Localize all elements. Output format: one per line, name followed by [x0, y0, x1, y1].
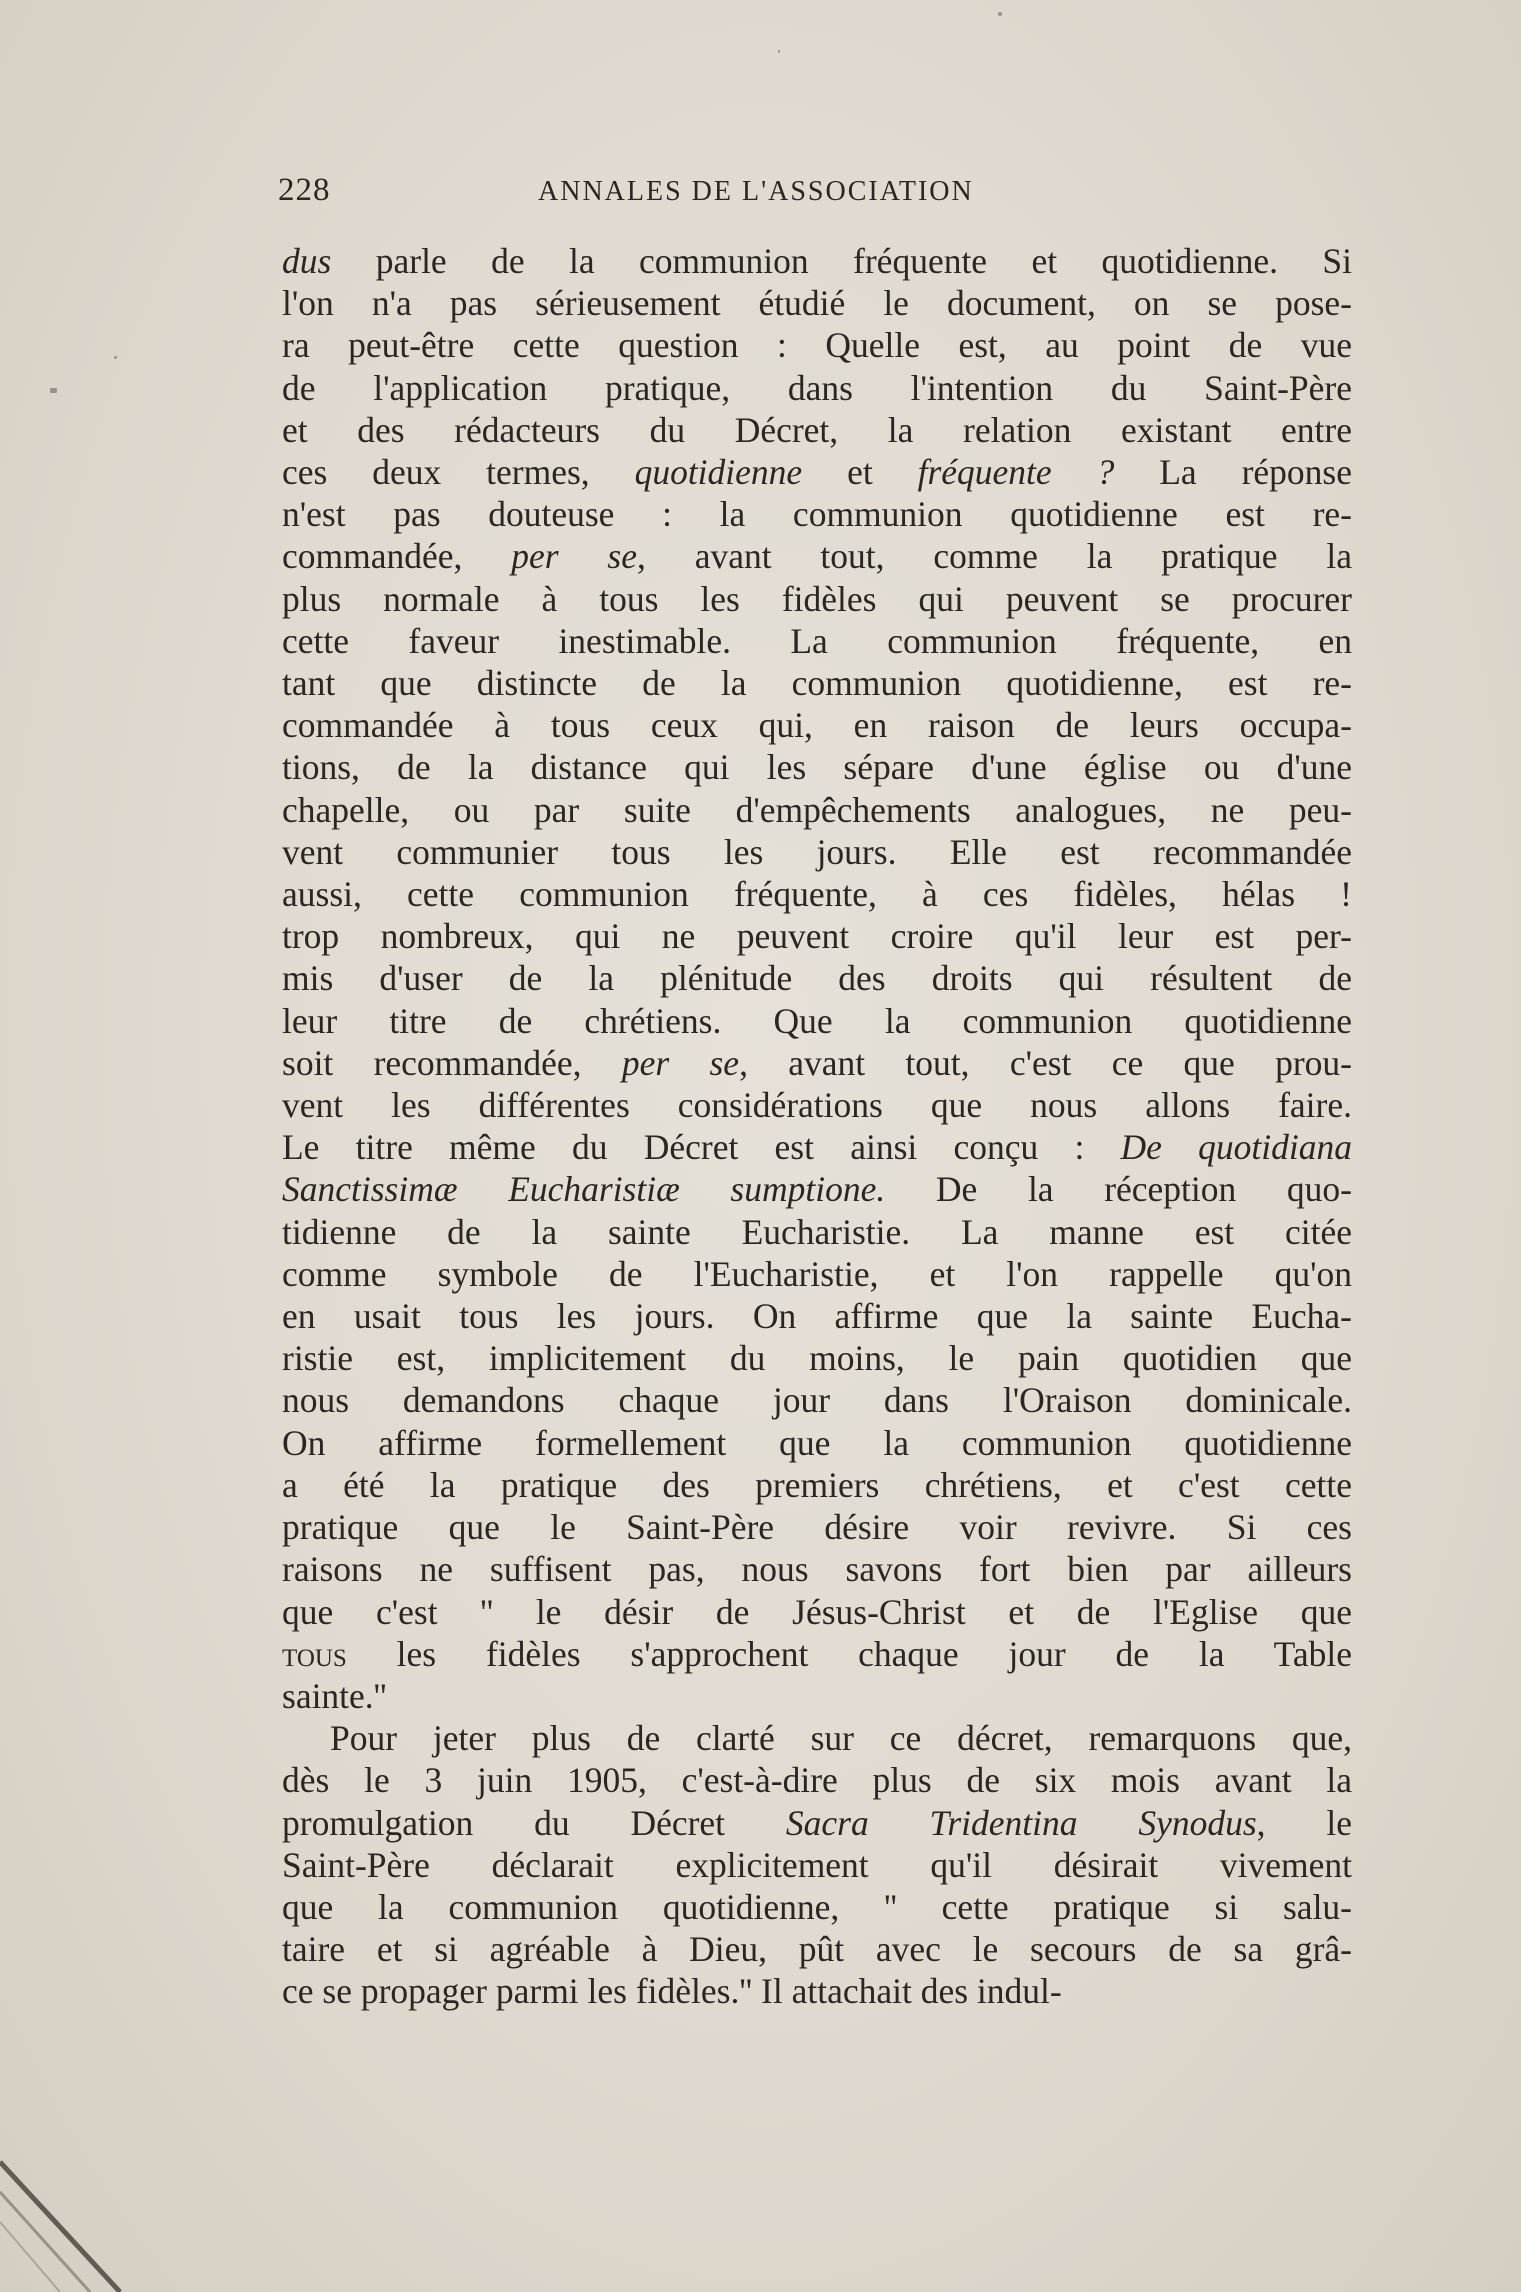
- text-line: [282, 1042, 1352, 1084]
- text-run: aussi, cette communion fréquente, à ces fidèles, hélas !: [282, 874, 1352, 915]
- text-line: [282, 1084, 1352, 1126]
- text-line: [282, 1379, 1352, 1421]
- italic-text: De quotidiana: [1120, 1127, 1352, 1168]
- text-line: [282, 746, 1352, 788]
- text-run: leur titre de chrétiens. Que la communion quotidienne: [282, 1000, 1352, 1041]
- text-run: que c'est '' le désir de Jésus-Christ et de l'Eglise que: [282, 1591, 1352, 1632]
- italic-text: quotidienne: [634, 452, 803, 493]
- text-run: , avant tout, c'est ce que prou-: [739, 1042, 1352, 1083]
- text-line: [282, 1506, 1352, 1548]
- text-line: [282, 240, 1352, 282]
- text-line: [282, 1675, 1352, 1717]
- text-run: Le titre même du Décret est ainsi conçu :: [282, 1127, 1121, 1168]
- text-run: dès le 3 juin 1905, c'est-à-dire plus de six mois avant la: [282, 1760, 1352, 1801]
- text-line: [282, 324, 1352, 366]
- paragraph: [282, 1717, 1352, 2012]
- text-line: [282, 662, 1352, 704]
- text-run: ristie est, implicitement du moins, le pain quotidien que: [282, 1338, 1352, 1379]
- text-run: Pour jeter plus de clarté sur ce décret, remarquons que,: [330, 1718, 1352, 1759]
- text-line: [282, 1844, 1352, 1886]
- text-run: commandée à tous ceux qui, en raison de leurs occupa-: [282, 705, 1352, 746]
- text-run: tidienne de la sainte Eucharistie. La manne est citée: [282, 1211, 1352, 1252]
- text-line: [282, 1633, 1352, 1675]
- text-run: ce se propager parmi les fidèles.'' Il attachait des indul-: [282, 1971, 1062, 2012]
- text-run: promulgation du Décret: [282, 1802, 786, 1843]
- text-run: l'on n'a pas sérieusement étudié le document, on se pose-: [282, 283, 1352, 324]
- paper-speck: [114, 356, 117, 359]
- italic-text: Sanctissimæ Eucharistiæ sumptione.: [282, 1169, 886, 1210]
- text-run: taire et si agréable à Dieu, pût avec le secours de sa grâ-: [282, 1929, 1352, 1970]
- text-line: [282, 1548, 1352, 1590]
- text-run: De la réception quo-: [885, 1169, 1352, 1210]
- text-line: [282, 1295, 1352, 1337]
- text-line: [282, 1970, 1352, 2012]
- text-run: vent communier tous les jours. Elle est recommandée: [282, 831, 1352, 872]
- text-line: [282, 367, 1352, 409]
- text-line: [282, 789, 1352, 831]
- italic-text: dus: [282, 241, 332, 281]
- italic-text: Sacra Tridentina Synodus: [785, 1802, 1257, 1843]
- text-run: n'est pas douteuse : la communion quotidienne est re-: [282, 494, 1352, 535]
- text-line: [282, 1422, 1352, 1464]
- text-run: , le: [1256, 1802, 1353, 1843]
- text-run: raisons ne suffisent pas, nous savons fort bien par ailleurs: [282, 1549, 1352, 1590]
- text-run: et des rédacteurs du Décret, la relation existant entre: [282, 409, 1352, 450]
- italic-text: per se: [621, 1042, 740, 1083]
- text-run: les fidèles s'approchent chaque jour de la Table: [346, 1633, 1352, 1674]
- text-line: [282, 1337, 1352, 1379]
- page-number: 228: [278, 172, 331, 208]
- text-run: On affirme formellement que la communion quotidienne: [282, 1422, 1352, 1463]
- small-caps-text: tous: [282, 1633, 347, 1674]
- text-run: ces deux termes,: [282, 452, 635, 493]
- italic-text: per se: [511, 536, 637, 577]
- text-run: La réponse: [1114, 452, 1353, 493]
- margin-mark: [50, 388, 57, 393]
- text-line: [282, 493, 1352, 535]
- text-line: [282, 1253, 1352, 1295]
- text-run: Saint-Père déclarait explicitement qu'il désirait vivement: [282, 1844, 1352, 1885]
- text-run: mis d'user de la plénitude des droits qui résultent de: [282, 958, 1352, 999]
- text-line: [282, 704, 1352, 746]
- text-run: cette faveur inestimable. La communion fréquente, en: [282, 620, 1352, 661]
- text-run: pratique que le Saint-Père désire voir revivre. Si ces: [282, 1507, 1352, 1548]
- text-line: [282, 1759, 1352, 1801]
- text-line: [282, 957, 1352, 999]
- text-line: [282, 873, 1352, 915]
- text-line: [282, 1802, 1352, 1844]
- text-run: en usait tous les jours. On affirme que la sainte Eucha-: [282, 1296, 1352, 1337]
- running-head: [278, 172, 1354, 216]
- text-run: sainte.'': [282, 1675, 387, 1716]
- text-run: a été la pratique des premiers chrétiens, et c'est cette: [282, 1464, 1352, 1505]
- text-line: [282, 1464, 1352, 1506]
- text-line: [282, 1000, 1352, 1042]
- text-run: ra peut-être cette question : Quelle est, au point de vue: [282, 325, 1352, 366]
- text-run: plus normale à tous les fidèles qui peuvent se procurer: [282, 578, 1352, 619]
- text-run: parle de la communion fréquente et quotidienne. Si: [331, 241, 1352, 281]
- text-line: [282, 451, 1352, 493]
- text-line: [282, 1168, 1352, 1210]
- text-run: tions, de la distance qui les sépare d'une église ou d'une: [282, 747, 1352, 788]
- text-line: [282, 282, 1352, 324]
- paper-speck: [998, 12, 1002, 16]
- text-run: nous demandons chaque jour dans l'Oraison dominicale.: [282, 1380, 1352, 1421]
- text-run: chapelle, ou par suite d'empêchements analogues, ne peu-: [282, 789, 1352, 830]
- text-line: [282, 831, 1352, 873]
- paper-speck: [778, 50, 780, 53]
- text-line: [282, 578, 1352, 620]
- text-line: [282, 409, 1352, 451]
- text-line: [282, 1886, 1352, 1928]
- text-line: [282, 620, 1352, 662]
- text-line: [282, 1591, 1352, 1633]
- text-run: et: [802, 452, 918, 493]
- body-text: [282, 240, 1352, 2013]
- text-line: [282, 535, 1352, 577]
- paragraph: [282, 240, 1352, 1717]
- text-line: [282, 915, 1352, 957]
- text-run: trop nombreux, qui ne peuvent croire qu'il leur est per-: [282, 916, 1352, 957]
- text-run: de l'application pratique, dans l'intention du Saint-Père: [282, 367, 1352, 408]
- text-run: soit recommandée,: [282, 1042, 622, 1083]
- text-run: vent les différentes considérations que nous allons faire.: [282, 1085, 1352, 1126]
- text-run: commandée,: [282, 536, 512, 577]
- text-run: que la communion quotidienne, '' cette pratique si salu-: [282, 1886, 1352, 1927]
- text-line: [282, 1126, 1352, 1168]
- text-line: [282, 1928, 1352, 1970]
- text-run: comme symbole de l'Eucharistie, et l'on rappelle qu'on: [282, 1253, 1352, 1294]
- text-run: , avant tout, comme la pratique la: [636, 536, 1352, 577]
- text-line: [282, 1211, 1352, 1253]
- italic-text: fréquente ?: [917, 452, 1115, 493]
- text-run: tant que distincte de la communion quotidienne, est re-: [282, 663, 1352, 704]
- page-header-title: ANNALES DE L'ASSOCIATION: [538, 176, 974, 207]
- text-line: [282, 1717, 1352, 1759]
- page-corner-crease: [0, 2092, 140, 2292]
